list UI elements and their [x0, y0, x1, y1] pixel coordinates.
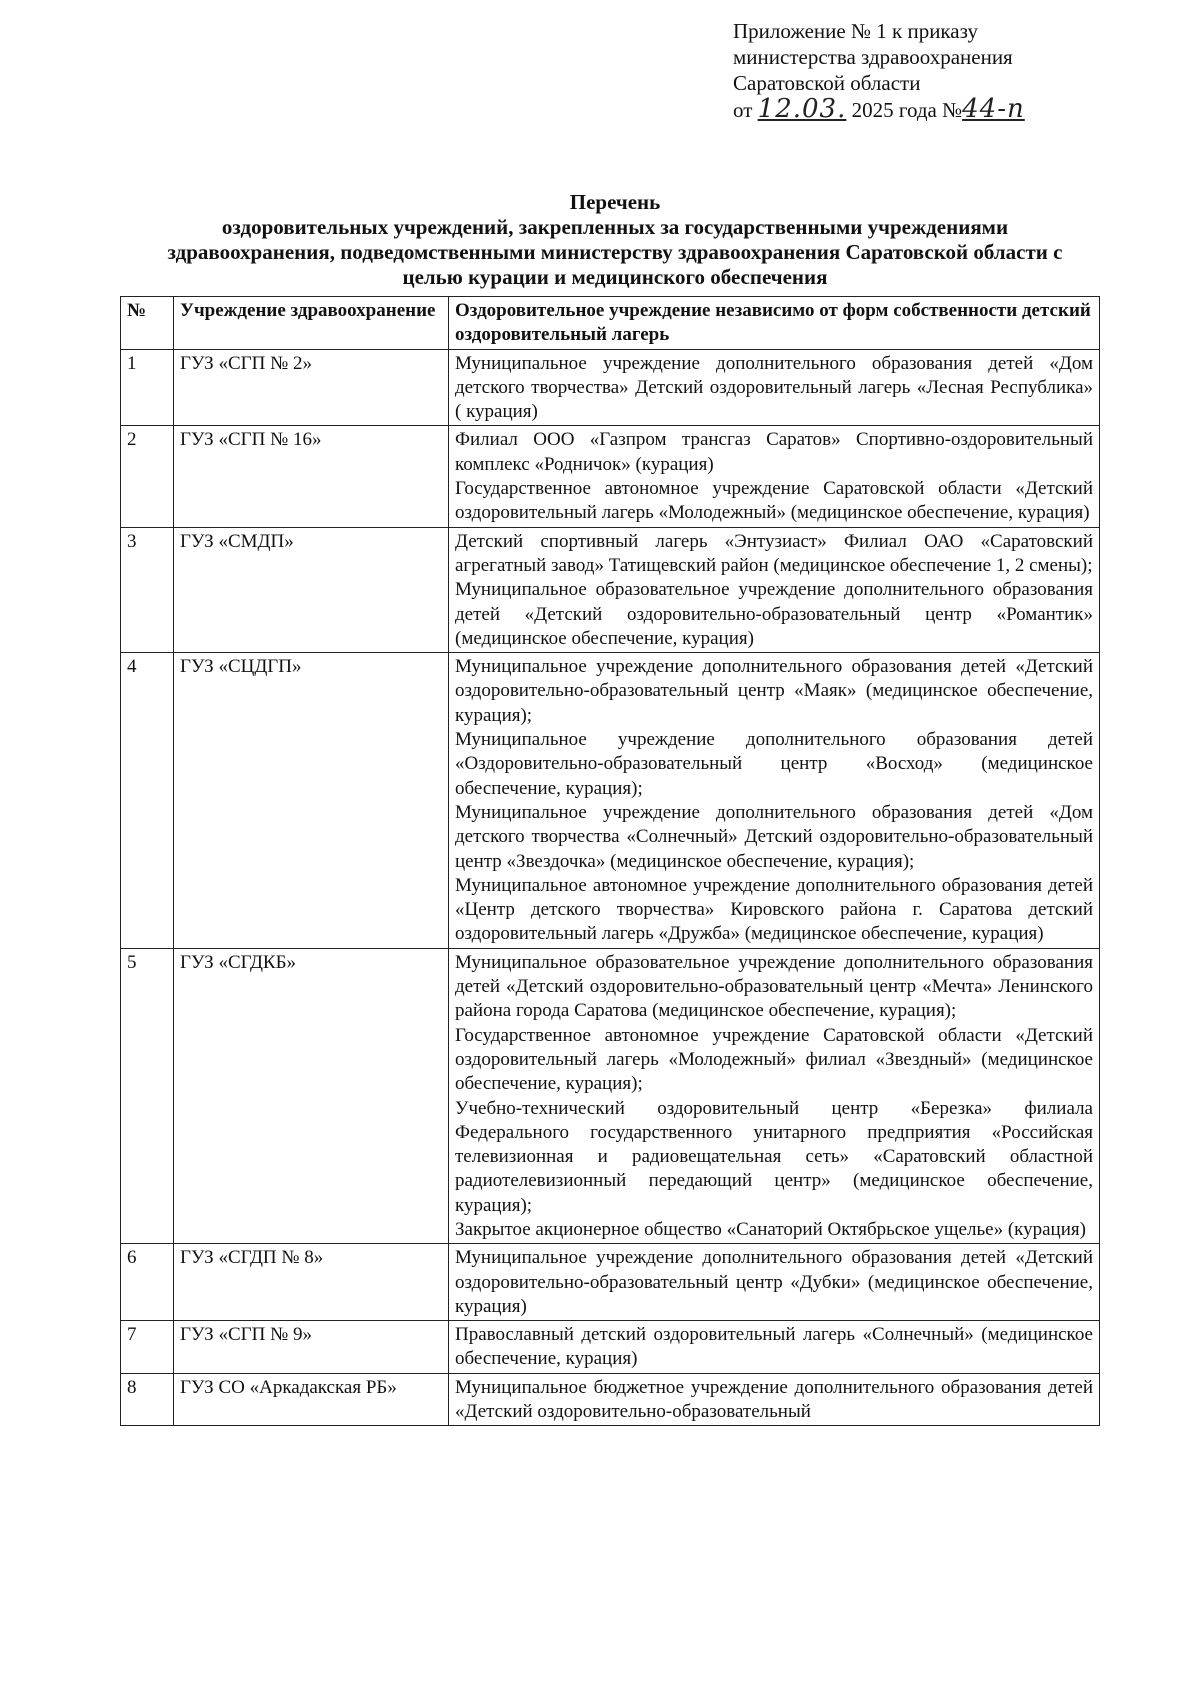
handwritten-order-number: 44-п	[962, 94, 1025, 124]
table-row	[121, 948, 1100, 1244]
camp-list	[449, 1373, 1100, 1426]
table-row	[121, 1244, 1100, 1321]
row-number: 1	[121, 349, 174, 426]
camp-list	[449, 948, 1100, 1244]
camp-entry: Закрытое акционерное общество «Санаторий Октябрьское ущелье» (курация)	[455, 1218, 1086, 1240]
health-institution: ГУЗ СО «Аркадакская РБ»	[174, 1373, 449, 1426]
camp-entry: Филиал ООО «Газпром трансгаз Саратов» Спортивно-оздоровительный комплекс «Родничок» (курация)	[455, 429, 1093, 475]
row-number: 6	[121, 1244, 174, 1321]
table-row	[121, 1321, 1100, 1374]
camp-entry: Муниципальное образовательное учреждение дополнительного образования детей «Детский оздоровительно-образовательный центр «Мечта» Ленинского района города Саратова (медицинское обеспечение, курация);	[455, 951, 1093, 1022]
table-body	[121, 349, 1100, 1426]
health-institution: ГУЗ «СГДКБ»	[174, 948, 449, 1244]
camp-list	[449, 349, 1100, 426]
camp-list	[449, 527, 1100, 652]
appendix-line-2: министерства здравоохранения	[733, 45, 1013, 69]
row-number: 7	[121, 1321, 174, 1374]
camp-entry: Муниципальное учреждение дополнительного образования детей «Дом детского творчества» Детский оздоровительный лагерь «Лесная Республика» ( курация)	[455, 352, 1093, 423]
health-institution: ГУЗ «СГДП № 8»	[174, 1244, 449, 1321]
camp-entry: Учебно-технический оздоровительный центр «Березка» филиала Федерального государственного унитарного предприятия «Российская телевизионная и радиовещательная сеть» «Саратовский областной радиотелевизионный передающий центр» (медицинское обеспечение, курация);	[455, 1097, 1093, 1216]
health-institution: ГУЗ «СГП № 9»	[174, 1321, 449, 1374]
appendix-header	[733, 18, 1133, 123]
row-number: 5	[121, 948, 174, 1244]
camp-entry: Муниципальное учреждение дополнительного образования детей «Детский оздоровительно-образовательный центр «Дубки» (медицинское обеспечение, курация)	[455, 1247, 1093, 1317]
camp-list	[449, 653, 1100, 949]
title-subheading: оздоровительных учреждений, закрепленных за государственными учреждениями здравоохранения, подведомственными министерству здравоохранения Саратовской области с целью курации и медицинского обеспечения	[167, 215, 1063, 289]
row-number: 2	[121, 426, 174, 527]
camp-list	[449, 1244, 1100, 1321]
table-row	[121, 1373, 1100, 1426]
camp-entry: Муниципальное учреждение дополнительного образования детей «Детский оздоровительно-образовательный центр «Маяк» (медицинское обеспечение, курация);	[455, 656, 1093, 726]
table-row	[121, 653, 1100, 949]
date-year: 2025 года №	[851, 98, 963, 122]
header-num: №	[121, 297, 174, 350]
camp-entry: Муниципальное учреждение дополнительного образования детей «Дом детского творчества «Солнечный» Детский оздоровительно-образовательный центр «Звездочка» (медицинское обеспечение, курация);	[455, 801, 1093, 872]
camp-entry: Православный детский оздоровительный лагерь «Солнечный» (медицинское обеспечение, курация)	[455, 1324, 1093, 1370]
row-number: 8	[121, 1373, 174, 1426]
camp-entry: Государственное автономное учреждение Саратовской области «Детский оздоровительный лагерь «Молодежный» (медицинское обеспечение, курация)	[455, 478, 1093, 524]
row-number: 4	[121, 653, 174, 949]
health-institution: ГУЗ «СГП № 2»	[174, 349, 449, 426]
table-row	[121, 527, 1100, 652]
health-institution: ГУЗ «СГП № 16»	[174, 426, 449, 527]
row-number: 3	[121, 527, 174, 652]
header-org: Учреждение здравоохранение	[174, 297, 449, 350]
title-heading: Перечень	[569, 190, 661, 214]
table-row	[121, 426, 1100, 527]
health-institution: ГУЗ «СЦДГП»	[174, 653, 449, 949]
document-title	[150, 190, 1080, 290]
camp-list	[449, 426, 1100, 527]
table-row	[121, 349, 1100, 426]
camp-entry: Муниципальное образовательное учреждение дополнительного образования детей «Детский оздоровительно-образовательный центр «Романтик» (медицинское обеспечение, курация)	[455, 579, 1093, 649]
table-header-row	[121, 297, 1100, 350]
camp-entry: Муниципальное бюджетное учреждение дополнительного образования детей «Детский оздоровительно-образовательный	[455, 1376, 1093, 1423]
camp-entry: Муниципальное учреждение дополнительного образования детей «Оздоровительно-образовательный центр «Восход» (медицинское обеспечение, курация);	[455, 729, 1093, 799]
camp-list	[449, 1321, 1100, 1374]
camp-entry: Государственное автономное учреждение Саратовской области «Детский оздоровительный лагерь «Молодежный» филиал «Звездный» (медицинское обеспечение, курация);	[455, 1024, 1093, 1095]
date-prefix: от	[733, 98, 753, 122]
camp-entry: Детский спортивный лагерь «Энтузиаст» Филиал ОАО «Саратовский агрегатный завод» Татищевский район (медицинское обеспечение 1, 2 смены);	[455, 530, 1093, 576]
appendix-line-3: Саратовской области	[733, 71, 921, 95]
health-institution: ГУЗ «СМДП»	[174, 527, 449, 652]
appendix-date-line	[733, 96, 1133, 123]
institutions-table	[120, 296, 1100, 1426]
appendix-line-1: Приложение № 1 к приказу	[733, 19, 978, 43]
header-camp: Оздоровительное учреждение независимо от форм собственности детский оздоровительный лагерь	[449, 297, 1100, 350]
handwritten-date: 12.03.	[757, 94, 847, 124]
camp-entry: Муниципальное автономное учреждение дополнительного образования детей «Центр детского творчества» Кировского района г. Саратова детский оздоровительный лагерь «Дружба» (медицинское обеспечение, курация)	[455, 874, 1093, 945]
